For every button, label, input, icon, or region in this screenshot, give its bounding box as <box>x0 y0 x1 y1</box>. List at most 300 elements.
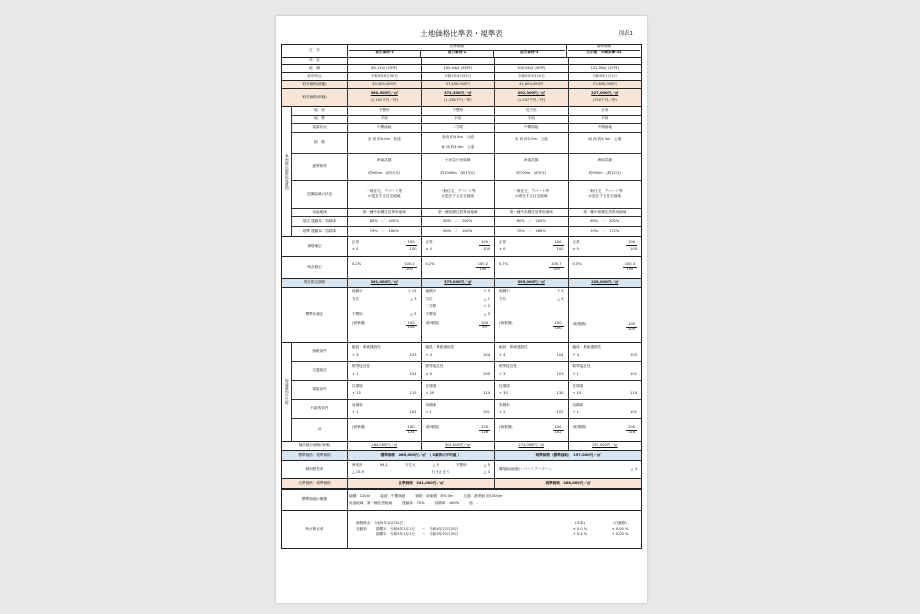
frac-den: 126 <box>481 429 488 434</box>
cell: 100.04㎡ (30坪) <box>495 65 569 72</box>
f-title: 幅員・系統連続性 <box>352 345 381 350</box>
cell: 令和3年5月30日 <box>348 73 422 80</box>
row-station <box>292 154 641 181</box>
frac-den: 100 <box>479 267 487 271</box>
station-line: JR南武線 <box>597 157 612 162</box>
cell <box>422 154 496 180</box>
cell <box>495 181 569 207</box>
env-line: が混在する住宅地域 <box>441 194 474 199</box>
label-unit: 取引価格(単価) <box>282 89 348 106</box>
h-item: 方位 <box>352 296 360 301</box>
frac-den: 99 <box>482 325 487 330</box>
f-val: 120 <box>483 391 490 396</box>
cell: 台形 <box>601 107 609 112</box>
f-val: 103 <box>409 353 417 358</box>
cell <box>348 154 422 180</box>
f-title: 容積率 <box>499 402 510 407</box>
cell <box>422 362 496 380</box>
cell: 平坦 <box>495 116 569 124</box>
label-gyosei: 行政的条件 <box>292 400 348 418</box>
frac-den: 106 <box>407 325 415 330</box>
cell <box>569 381 642 399</box>
label-kobetsu: 個別格差率 <box>282 461 348 478</box>
row-jitenritsu <box>281 511 642 549</box>
f-val: 101 <box>630 410 637 415</box>
cell: 70% ／ 160% <box>348 227 422 236</box>
cell: 60% ／ 200% <box>590 218 620 223</box>
chiiki-body <box>292 343 641 441</box>
f-title: 容積率 <box>352 402 363 407</box>
f-adj: + 10 <box>572 391 582 396</box>
f-title: 駅等接近性 <box>352 364 370 369</box>
cell: 361,000円／㎡ <box>348 279 422 287</box>
g: 街路：南東側 約5.0m <box>415 493 454 498</box>
f-title: 容積率 <box>425 402 437 407</box>
cell: 第一種中高層住居専用地域 <box>583 209 627 214</box>
k-t: 方位大 <box>404 463 416 468</box>
frac-num: 100 <box>481 425 488 430</box>
f-val: 100 <box>483 372 490 377</box>
frac-den: 142 <box>554 429 562 434</box>
row-koutsu <box>292 362 641 381</box>
cell <box>569 343 642 361</box>
cell <box>495 419 569 441</box>
h-val: △ 1 <box>483 296 490 301</box>
frac-num: 100 <box>407 425 415 430</box>
row-jijo <box>281 237 642 257</box>
f-title: 幅員・系統連続性 <box>425 345 455 350</box>
label-koutsu: 交通接近 <box>292 362 348 380</box>
g: 用途地域：第一種住居地域 <box>349 500 393 505</box>
jr: 変動率： <box>356 526 371 531</box>
frac-den: 100 <box>483 247 490 251</box>
jitenritsu-body <box>348 511 641 548</box>
header-hijun: 比準価格 <box>349 45 565 51</box>
f-adj: + 3 <box>499 372 506 377</box>
row-env <box>292 181 641 208</box>
label-sessetsu: 接面状況 <box>292 124 348 132</box>
cell <box>495 133 569 154</box>
cell <box>348 419 422 441</box>
k-v: △ 3 <box>630 466 637 471</box>
g: 他：- <box>469 500 478 505</box>
cell: 60% ／ 200% <box>348 217 422 225</box>
label-hyoujun: 標準化補正 <box>282 288 348 342</box>
k-t: 不整形 <box>455 463 467 468</box>
frac-num: 100 <box>407 240 415 245</box>
k-t: 行き止まり <box>431 470 450 474</box>
row-gyosei <box>292 400 641 419</box>
label-total: 取引価格(総額) <box>282 81 348 88</box>
row-kankyo <box>292 381 641 400</box>
label-hoseigo: 補正後の価格(単価) <box>282 442 348 450</box>
kei-t: (相乗積) <box>572 425 587 430</box>
cell: 60% ／ 100% <box>422 227 496 236</box>
header-cases <box>349 51 565 57</box>
f-adj: + 4 <box>425 353 432 358</box>
jr-l2 <box>356 528 640 532</box>
jijo-b: ± 0 <box>352 247 359 251</box>
h-val: △ 5 <box>483 312 490 317</box>
row-seisei <box>292 116 641 125</box>
row-gaiyo <box>281 489 642 511</box>
h-item: 不整形 <box>352 312 363 317</box>
cell <box>422 89 496 106</box>
factors-group-label: 事例地の価格形成要因 <box>282 107 292 236</box>
f-adj: + 3 <box>352 353 359 358</box>
station-dist: 約900m (約12分) <box>368 171 401 176</box>
cell: 122.00㎡ (37坪) <box>590 65 619 70</box>
frac-num: 100 <box>554 425 562 430</box>
cell <box>495 381 569 399</box>
label-jijo: 事情補正 <box>282 237 348 256</box>
cell <box>495 362 569 380</box>
env-line: が混在する住宅地域 <box>515 194 548 199</box>
cell: 令和4年1月1日 <box>592 73 618 78</box>
cell <box>569 237 642 256</box>
row-gairo <box>292 343 641 362</box>
row-hoseigo <box>281 442 642 451</box>
jiten-rate: 0.7% <box>499 262 509 267</box>
row-jiten <box>281 257 642 279</box>
header-case-1: 取引事例-1 <box>349 51 421 57</box>
label-hyoujun-price: 標準価格・規準価格 <box>282 451 348 460</box>
k-v: △ 5 <box>483 463 490 468</box>
cell: 第一種中高層住居専用地域 <box>348 209 422 217</box>
row-shozai <box>281 58 642 65</box>
document-title: 土地価格比準表・規準表 <box>420 29 503 38</box>
kei-t: (相乗積) <box>425 425 440 430</box>
kei-t: (相乗積) <box>499 425 513 430</box>
row-hyoujun <box>281 288 642 343</box>
jr: 価格時点：令和5年10月31日 <box>356 521 404 526</box>
h-val: △ 5 <box>557 296 564 301</box>
cell <box>569 362 642 380</box>
h-sum: (相乗積) <box>425 320 440 325</box>
cell: 41,600,000円 <box>495 81 569 88</box>
frac-num: 100 <box>628 322 635 326</box>
road-line: 南 西 約4.3m 公道 <box>588 137 622 142</box>
cell: 平坦 <box>348 116 422 124</box>
cell: 70% ／ 160% <box>495 227 569 236</box>
cell <box>569 154 642 180</box>
label-env: 近隣地域の状況 <box>292 181 348 207</box>
row-kenpei <box>292 217 641 226</box>
unit-tsubo: (1,238千円／坪) <box>444 98 472 102</box>
label-kijun-yoseki: 基準 建蔽率／容積率 <box>292 227 348 236</box>
jiten-rate: 0.3% <box>572 262 582 267</box>
cell <box>348 237 422 256</box>
header-case-2: 取引事例-2 <box>421 51 493 57</box>
unit-price: 360,300円／㎡ <box>370 91 398 96</box>
f-title: 住環境 <box>352 383 363 388</box>
road-line: 東 西 約4.0m 公道 <box>441 144 475 149</box>
cell <box>348 257 422 278</box>
cell <box>348 58 422 64</box>
label-youto: 用途地域 <box>292 209 348 217</box>
cell <box>422 257 496 278</box>
f-title: 容積率 <box>572 402 584 407</box>
label-jitenritsu: 時点修正率 <box>282 511 348 548</box>
cell: 令和2年3月10日 <box>495 73 569 80</box>
row-road <box>292 133 641 155</box>
document-sheet <box>276 16 647 603</box>
station-line: JR南武線 <box>524 157 539 162</box>
env-line: 一般住宅、アパート等 <box>439 189 476 194</box>
g: 接道：中間画地 <box>380 493 406 498</box>
f-adj: + 1 <box>352 410 359 415</box>
h-sum: (相乗積) <box>572 322 587 326</box>
cell <box>348 89 422 106</box>
f-val: 103 <box>630 353 637 358</box>
cell: 375,000円／㎡ <box>422 279 496 287</box>
frac-num: 100 <box>481 320 488 325</box>
station-dist: 約1000m (約13分) <box>440 171 475 176</box>
jiten-rate: 0.2% <box>352 262 362 267</box>
road-line: 北西 約4.5m 公道 <box>441 135 474 140</box>
f-val: 102 <box>556 410 564 415</box>
cell <box>348 362 422 380</box>
cell: 平坦 <box>601 116 609 121</box>
cell <box>422 419 496 441</box>
h-val: + 2 <box>483 304 490 309</box>
cell: 長方形 <box>495 107 569 115</box>
jr: ± 0.0 % <box>572 526 588 531</box>
f-title: 駅等接近性 <box>425 364 444 369</box>
cell <box>348 133 422 154</box>
cell: 不整形 <box>348 107 422 115</box>
cell <box>348 181 422 207</box>
g: 地積：120㎡ <box>349 493 371 498</box>
cell: 中間画地 <box>597 124 612 129</box>
f-adj: + 15 <box>352 391 361 396</box>
row-hyoujun-price <box>281 451 642 461</box>
row-date <box>281 73 642 81</box>
kobetsu-a <box>348 461 495 478</box>
jr: (月換算) <box>613 521 627 526</box>
row-suitei <box>281 279 642 288</box>
unit-tsubo: (1,191千円／坪) <box>370 98 398 102</box>
jiten-rate: 0.2% <box>425 262 435 267</box>
h-sum: (相乗積) <box>352 320 366 325</box>
h-val: + 15 <box>407 289 417 293</box>
k-t: 時差計 <box>352 463 363 468</box>
unit-price: 227,000円／㎡ <box>591 91 619 96</box>
jr: + 0.03 % <box>611 532 629 537</box>
f-adj: + 1 <box>572 410 579 415</box>
hyoujun-price-a: 標準価格 285,000円／㎡ （ 3事例の平均値 ） <box>348 451 495 460</box>
cell: 84.11㎡ (25坪) <box>348 65 422 72</box>
f-val: 101 <box>630 372 637 377</box>
frac-num: 100 <box>481 240 488 245</box>
cell: 284,000円／㎡ <box>348 442 422 450</box>
h-item: 方位 <box>425 296 433 301</box>
cell: 27,600,000円 <box>592 81 617 86</box>
row-kei <box>292 419 641 441</box>
frac-den: 100 <box>556 247 564 251</box>
f-adj: + 3 <box>572 353 579 358</box>
f-adj: + 1 <box>352 372 359 377</box>
cell <box>495 58 569 64</box>
env-line: が混在する住宅地域 <box>588 194 621 199</box>
frac-den: 100 <box>554 325 562 330</box>
chiiki-group-label: 地域要因の比較 <box>282 343 292 441</box>
f-adj: + 20 <box>425 391 435 396</box>
jr: + 0.4 % <box>572 532 588 537</box>
g: 建蔽率：70% <box>402 500 425 505</box>
cell <box>569 257 642 278</box>
jr-l1 <box>356 522 640 526</box>
unit-tsubo: (1,297千円／坪) <box>517 98 545 102</box>
header-hijun-group <box>348 45 567 57</box>
jijo-a: 正常 <box>499 240 507 245</box>
f-val: 115 <box>409 391 417 396</box>
f-adj: + 1 <box>425 410 432 415</box>
row-sessetsu <box>292 124 641 133</box>
f-adj: ± 0 <box>425 372 432 377</box>
cell <box>569 133 642 154</box>
f-title: 幅員・系統連続性 <box>499 345 528 350</box>
header-kubun: 区 分 <box>282 45 348 57</box>
cell: 273,000円／㎡ <box>495 442 569 450</box>
h-item: 地積小 <box>425 289 437 293</box>
frac-den: 100 <box>626 267 634 271</box>
row-unit <box>281 89 642 107</box>
f-val: 130 <box>556 391 564 396</box>
gaiyo-body <box>348 490 641 510</box>
station-line: 小田急小田原線 <box>445 157 471 162</box>
f-title: 住環境 <box>425 383 437 388</box>
k-v: △ 15.9 <box>352 470 364 474</box>
cell <box>422 133 496 154</box>
k-v: △ 3 <box>483 470 490 474</box>
row-youto <box>292 209 641 218</box>
jijo-b: ± 0 <box>572 247 579 251</box>
label-gaiyo: 標準画地の概要 <box>282 490 348 510</box>
label-date: 取引時点 <box>282 73 348 80</box>
f-adj: + 1 <box>572 372 579 377</box>
f-val: 110 <box>630 391 637 396</box>
f-val: 101 <box>409 372 417 377</box>
cell: 100.04㎡ (30坪) <box>422 65 496 72</box>
h-val: + 5 <box>557 289 564 293</box>
env-line: 一般住宅、アパート等 <box>513 189 550 194</box>
frac-den: 116 <box>628 429 635 434</box>
frac-num: 100.2 <box>404 262 415 267</box>
cell <box>348 343 422 361</box>
cell <box>569 89 642 106</box>
unit-price: 392,300円／㎡ <box>517 91 545 96</box>
h-val: △ 5 <box>410 312 417 317</box>
frac-num: 100 <box>554 321 562 326</box>
cell <box>422 400 496 418</box>
factors-group <box>281 107 642 237</box>
jijo-a: 正常 <box>572 240 580 245</box>
g: 容積率：160% <box>434 500 460 505</box>
cell <box>422 58 496 64</box>
cell <box>495 400 569 418</box>
cell <box>422 288 496 342</box>
frac-den: 100 <box>409 247 417 251</box>
h-item: 不整形 <box>425 312 437 317</box>
cell: 60% ／ 200% <box>422 217 496 225</box>
f-title: 駅等接近性 <box>499 364 517 369</box>
label-kankyo: 環境条件 <box>292 381 348 399</box>
label-jiten: 時点修正 <box>282 257 348 278</box>
gaiyo-r1 <box>349 495 640 499</box>
f-title: 住環境 <box>572 383 584 388</box>
cell <box>348 381 422 399</box>
f-val: 101 <box>409 410 417 415</box>
jr: ± 0.00 % <box>611 526 629 531</box>
f-val: 101 <box>483 410 490 415</box>
f-adj: + 4 <box>499 353 506 358</box>
k-v: 94.1 <box>379 463 388 468</box>
label-station: 最寄駅等 <box>292 154 348 180</box>
jr: (年率) <box>575 521 585 526</box>
label-kenpei: 指定 建蔽率／容積率 <box>292 217 348 225</box>
header-std: 公示地 川崎多摩-32 <box>586 50 622 55</box>
cell <box>569 419 642 441</box>
h-item: 方位 <box>499 296 507 301</box>
jijo-b: ± 0 <box>499 247 506 251</box>
frac-den: 100 <box>630 247 637 251</box>
header-case-3: 取引事例-3 <box>520 50 539 55</box>
kobetsu-c <box>495 461 641 478</box>
cell <box>422 381 496 399</box>
row-hijun-price <box>281 479 642 489</box>
cell <box>422 237 496 256</box>
header-kijun-group <box>567 45 641 57</box>
row-chikei <box>292 107 641 116</box>
frac-den: 124 <box>407 429 415 434</box>
station-dist: 約900m (約12分) <box>588 171 621 176</box>
cell <box>422 343 496 361</box>
cell <box>495 89 569 106</box>
cell: 228,000円／㎡ <box>591 280 619 285</box>
hyoujun-price-b: 規準価格（標準画地） 197,000円／㎡ <box>535 452 601 457</box>
frac-den: 100 <box>405 267 413 271</box>
chiiki-group <box>281 343 642 442</box>
frac-den: 100 <box>552 267 560 271</box>
label-seisei: 地 勢 <box>292 116 348 124</box>
frac-num: 100.3 <box>624 262 635 267</box>
cell: 395,000円／㎡ <box>495 279 569 287</box>
cell <box>495 257 569 278</box>
cell: 60% ／ 200% <box>495 217 569 225</box>
cell: 第一種低層住居専用地域 <box>422 209 496 217</box>
comparison-table <box>281 44 642 549</box>
k-v: △ 5 <box>432 463 439 468</box>
label-chiseki: 地 積 <box>282 65 348 72</box>
f-val: 104 <box>483 353 490 358</box>
cell: 二方路 <box>422 124 496 132</box>
cell: 197,000円／㎡ <box>591 443 618 448</box>
g: 交通：最寄駅 約1000m <box>463 493 503 498</box>
h-item: 二方路 <box>425 304 437 309</box>
jr-l3 <box>356 533 640 537</box>
h-item: 地積小 <box>499 289 510 293</box>
cell <box>569 58 642 64</box>
cell <box>495 288 569 342</box>
frac-num: 100 <box>628 240 635 245</box>
station-dist: 約700m (約9分) <box>516 171 547 176</box>
row-kijun-yoseki <box>292 227 641 236</box>
frac-den: 100 <box>628 326 635 331</box>
frac-num: 100.7 <box>551 262 562 267</box>
header-kijun: 規準価格 <box>568 45 640 51</box>
h-sum: (相乗積) <box>499 321 513 326</box>
